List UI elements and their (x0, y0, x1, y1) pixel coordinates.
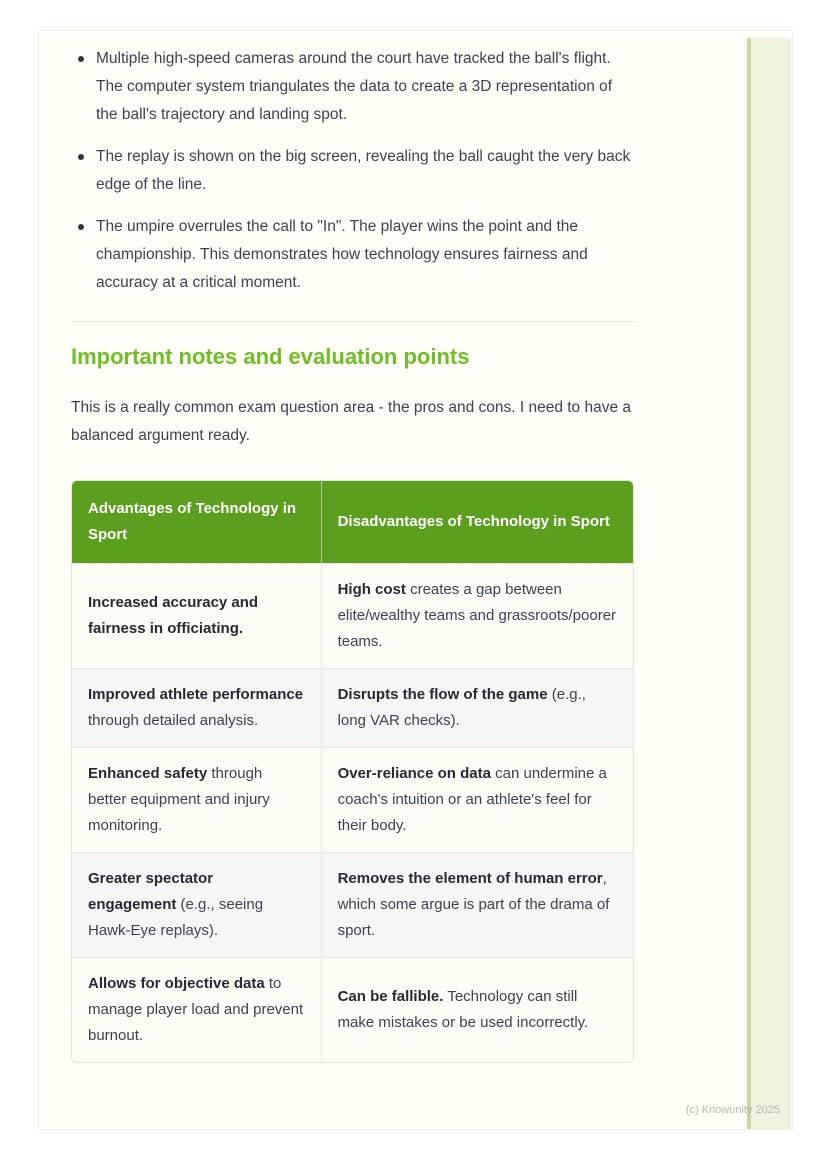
cell-text: through better equipment and injury monitoring. (88, 765, 270, 834)
table-row (72, 957, 633, 1062)
cell-text: Technology can still make mistakes or be used incorrectly. (337, 988, 589, 1031)
cell-text: (e.g., long VAR checks). (337, 686, 586, 729)
cell-text: creates a gap between elite/wealthy teams and grassroots/poorer teams. (337, 581, 617, 650)
cell-bold-text: Improved athlete performance (88, 686, 304, 703)
table-row (72, 563, 633, 668)
list-item (71, 143, 637, 199)
table-row (72, 852, 633, 957)
intro-paragraph: This is a really common exam question area - the pros and cons. I need to have a balanced argument ready. (71, 399, 632, 444)
pros-cons-table (71, 480, 634, 1063)
table-cell-advantage (72, 563, 321, 668)
table-cell-disadvantage (321, 747, 633, 852)
table-header-row (72, 481, 633, 563)
section-heading: Important notes and evaluation points (71, 344, 470, 369)
page-content (71, 31, 637, 1063)
cell-text: , which some argue is part of the drama of sport. (337, 870, 610, 939)
cell-bold-text: Increased accuracy and fairness in officiating. (88, 594, 259, 637)
bullet-text: The replay is shown on the big screen, revealing the ball caught the very back edge of the line. (96, 148, 631, 193)
table-cell-disadvantage (321, 852, 633, 957)
section-divider (71, 321, 637, 322)
table-cell-advantage (72, 747, 321, 852)
bullet-dot-icon (78, 56, 84, 62)
document-page (38, 30, 793, 1130)
bullet-dot-icon (78, 154, 84, 160)
cell-text: can undermine a coach's intuition or an athlete's feel for their body. (337, 765, 607, 834)
list-item (71, 213, 637, 297)
table-cell-disadvantage (321, 668, 633, 747)
cell-bold-text: Removes the element of human error (337, 870, 603, 887)
cell-text: through detailed analysis. (88, 712, 259, 729)
table-row (72, 747, 633, 852)
cell-bold-text: Disrupts the flow of the game (337, 686, 548, 703)
table-cell-advantage (72, 957, 321, 1062)
table-body (72, 563, 633, 1062)
bullet-list (71, 45, 637, 297)
right-accent-band (751, 38, 791, 1129)
cell-bold-text: Greater spectator engagement (88, 870, 214, 913)
cell-bold-text: Allows for objective data (88, 975, 265, 992)
bullet-dot-icon (78, 224, 84, 230)
cell-text: (e.g., seeing Hawk-Eye replays). (88, 896, 264, 939)
cell-bold-text: Enhanced safety (88, 765, 208, 782)
cell-bold-text: Over-reliance on data (337, 765, 491, 782)
table-header-advantages: Advantages of Technology in Sport (72, 481, 321, 563)
table-cell-disadvantage (321, 957, 633, 1062)
cell-text: to manage player load and prevent burnout. (88, 975, 304, 1044)
table-row (72, 668, 633, 747)
bullet-text: Multiple high-speed cameras around the court have tracked the ball's flight. The computer system triangulates the data to create a 3D representation of the ball's trajectory and landing spot. (96, 50, 613, 123)
copyright-watermark: (c) Knowunity 2025 (685, 1104, 780, 1116)
cell-bold-text: Can be fallible. (337, 988, 444, 1005)
list-item (71, 45, 637, 129)
table-cell-advantage (72, 668, 321, 747)
cell-bold-text: High cost (337, 581, 406, 598)
table-header-disadvantages: Disadvantages of Technology in Sport (321, 481, 633, 563)
bullet-text: The umpire overrules the call to "In". The player wins the point and the championship. This demonstrates how technology ensures fairness and accuracy at a critical moment. (96, 218, 588, 291)
right-accent-line (747, 38, 751, 1129)
table-cell-disadvantage (321, 563, 633, 668)
table-cell-advantage (72, 852, 321, 957)
